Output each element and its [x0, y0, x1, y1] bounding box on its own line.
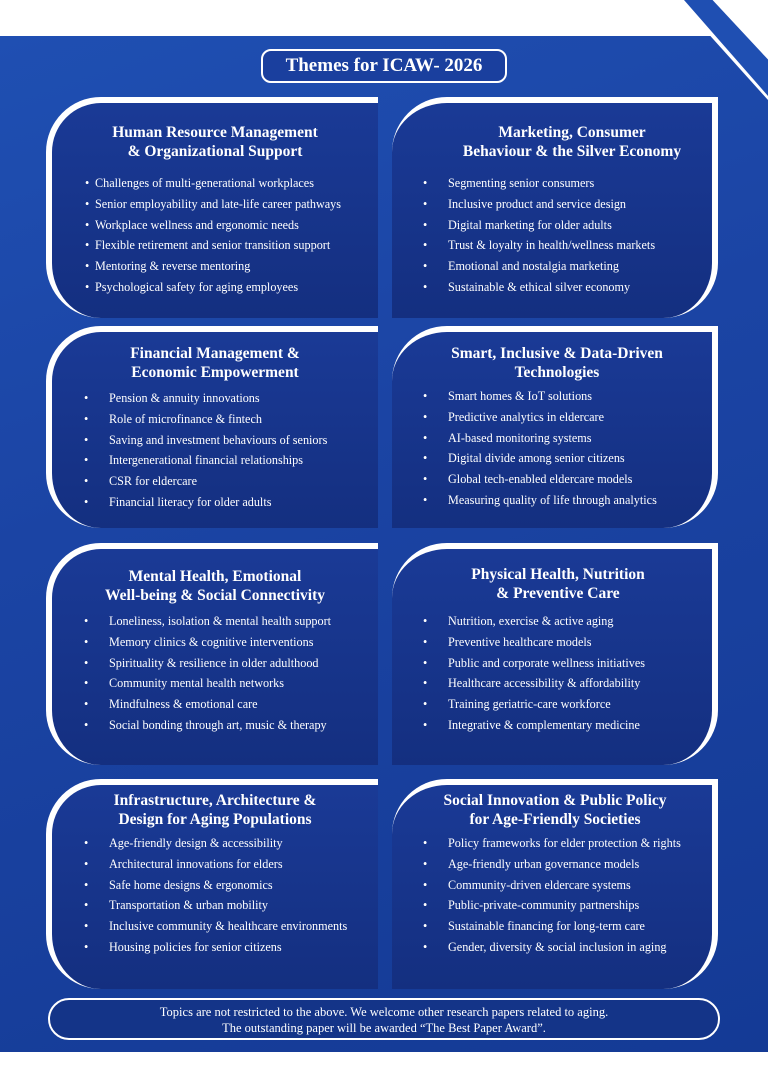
list-item: • Measuring quality of life through analytics	[448, 490, 712, 511]
list-item: • Segmenting senior consumers	[448, 173, 712, 194]
list-item: • Inclusive product and service design	[448, 194, 712, 215]
topic-list	[392, 833, 712, 958]
theme-card-infrastructure	[46, 779, 378, 989]
list-item: • Loneliness, isolation & mental health support	[109, 611, 378, 632]
list-item: • Sustainable financing for long-term care	[448, 916, 712, 937]
list-item: • Trust & loyalty in health/wellness markets	[448, 235, 712, 256]
theme-card-social-innovation	[392, 779, 718, 989]
list-item: • Age-friendly urban governance models	[448, 854, 712, 875]
card-title: Physical Health, Nutrition & Preventive Care	[471, 566, 645, 602]
list-item: • Nutrition, exercise & active aging	[448, 611, 712, 632]
list-item: • Community mental health networks	[109, 673, 378, 694]
topic-list	[52, 388, 378, 513]
list-item: • Financial literacy for older adults	[109, 492, 378, 513]
page-title: Themes for ICAW- 2026	[261, 49, 507, 83]
list-item: • Smart homes & IoT solutions	[448, 386, 712, 407]
theme-card-hr	[46, 97, 378, 318]
theme-card-marketing	[392, 97, 718, 318]
card-title: Smart, Inclusive & Data-Driven Technologies	[451, 345, 663, 381]
theme-card-mental-health	[46, 543, 378, 765]
list-item: • Mentoring & reverse mentoring	[95, 256, 378, 277]
card-title: Infrastructure, Architecture & Design for Aging Populations	[113, 792, 317, 828]
list-item: • Public-private-community partnerships	[448, 895, 712, 916]
card-title: Mental Health, Emotional Well-being & Social Connectivity	[104, 568, 325, 604]
card-title: Human Resource Management & Organizational Support	[112, 124, 318, 160]
list-item: • Digital marketing for older adults	[448, 215, 712, 236]
list-item: • Architectural innovations for elders	[109, 854, 378, 875]
list-item: • Psychological safety for aging employees	[95, 277, 378, 298]
list-item: • Healthcare accessibility & affordability	[448, 673, 712, 694]
theme-card-financial	[46, 326, 378, 528]
list-item: • Training geriatric-care workforce	[448, 694, 712, 715]
theme-card-technology	[392, 326, 718, 528]
list-item: • Role of microfinance & fintech	[109, 409, 378, 430]
list-item: • Predictive analytics in eldercare	[448, 407, 712, 428]
list-item: • Inclusive community & healthcare environments	[109, 916, 378, 937]
list-item: • AI-based monitoring systems	[448, 428, 712, 449]
topic-list	[392, 173, 712, 298]
theme-card-physical-health	[392, 543, 718, 765]
topic-list	[52, 833, 378, 958]
list-item: • Preventive healthcare models	[448, 632, 712, 653]
list-item: • Policy frameworks for elder protection & rights	[448, 833, 712, 854]
list-item: • Flexible retirement and senior transition support	[95, 235, 378, 256]
list-item: • Memory clinics & cognitive interventions	[109, 632, 378, 653]
list-item: • Integrative & complementary medicine	[448, 715, 712, 736]
list-item: • Pension & annuity innovations	[109, 388, 378, 409]
list-item: • Transportation & urban mobility	[109, 895, 378, 916]
footer-line-1: Topics are not restricted to the above. We welcome other research papers related to aging.	[159, 1005, 609, 1019]
list-item: • Challenges of multi-generational workplaces	[95, 173, 378, 194]
list-item: • Housing policies for senior citizens	[109, 937, 378, 958]
list-item: • Gender, diversity & social inclusion in aging	[448, 937, 712, 958]
list-item: • Digital divide among senior citizens	[448, 448, 712, 469]
topic-list	[52, 611, 378, 736]
list-item: • Senior employability and late-life career pathways	[95, 194, 378, 215]
card-title: Social Innovation & Public Policy for Age-Friendly Societies	[443, 792, 667, 828]
list-item: • Community-driven eldercare systems	[448, 875, 712, 896]
list-item: • Public and corporate wellness initiatives	[448, 653, 712, 674]
list-item: • Age-friendly design & accessibility	[109, 833, 378, 854]
footer-line-2: The outstanding paper will be awarded “The Best Paper Award”.	[222, 1021, 546, 1035]
list-item: • Emotional and nostalgia marketing	[448, 256, 712, 277]
list-item: • Social bonding through art, music & therapy	[109, 715, 378, 736]
list-item: • Spirituality & resilience in older adulthood	[109, 653, 378, 674]
list-item: • Safe home designs & ergonomics	[109, 875, 378, 896]
list-item: • Saving and investment behaviours of seniors	[109, 430, 378, 451]
topic-list	[52, 173, 378, 298]
list-item: • Mindfulness & emotional care	[109, 694, 378, 715]
card-title: Financial Management & Economic Empowerment	[130, 345, 300, 381]
list-item: • CSR for eldercare	[109, 471, 378, 492]
card-title: Marketing, Consumer Behaviour & the Silver Economy	[462, 124, 682, 160]
list-item: • Global tech-enabled eldercare models	[448, 469, 712, 490]
list-item: • Sustainable & ethical silver economy	[448, 277, 712, 298]
list-item: • Workplace wellness and ergonomic needs	[95, 215, 378, 236]
topic-list	[392, 611, 712, 736]
topic-list	[392, 386, 712, 511]
list-item: • Intergenerational financial relationships	[109, 450, 378, 471]
footer-note	[48, 998, 720, 1040]
